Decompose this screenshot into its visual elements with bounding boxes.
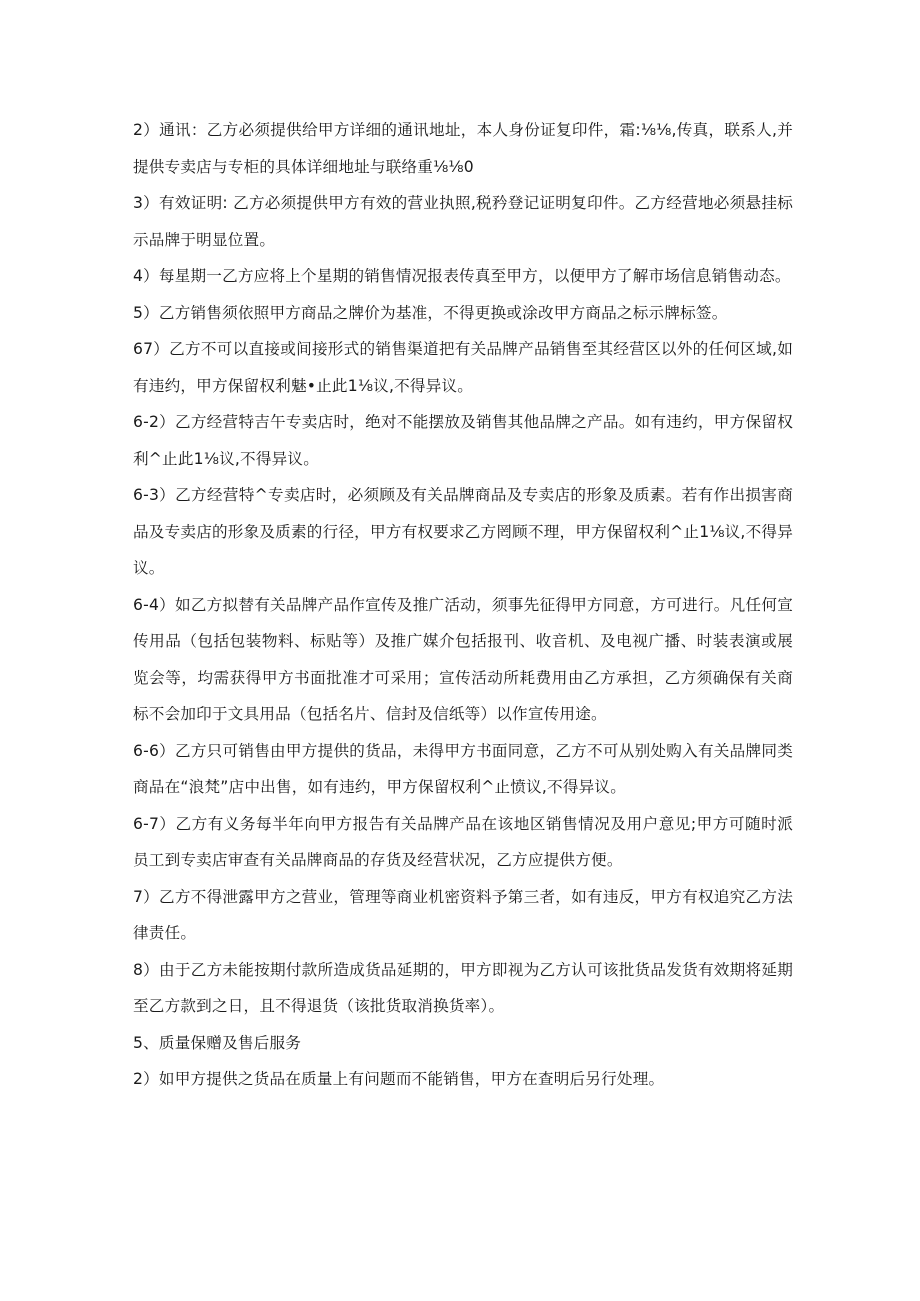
paragraph-6-3: 6-3）乙方经营特^专卖店时，必须顾及有关品牌商品及专卖店的形象及质素。若有作出损害商品及专卖店的形象及质素的行径，甲方有权要求乙方罔顾不理，甲方保留权利^止1⅛议,不得异议。 <box>133 486 793 577</box>
paragraph-6-2: 6-2）乙方经营特吉午专卖店时，绝对不能摆放及销售其他品牌之产品。如有违约，甲方保留权利^止此1⅛议,不得异议。 <box>133 413 793 468</box>
paragraph-pricing: 5）乙方销售须依照甲方商品之牌价为基准，不得更换或涂改甲方商品之标示牌标签。 <box>133 303 728 322</box>
paragraph-communication: 2）通讯：乙方必须提供给甲方详细的通讯地址，本人身份证复印件，霜:⅛⅛,传真，联系人,并提供专卖店与专柜的具体详细地址与联络重⅛⅛0 <box>133 121 793 176</box>
paragraph-payment-delay: 8）由于乙方未能按期付款所造成货品延期的，甲方即视为乙方认可该批货品发货有效期将延期至乙方款到之日，且不得退货（该批货取消换货率）。 <box>133 960 793 1015</box>
paragraph-6-4: 6-4）如乙方拟替有关品牌产品作宣传及推广活动，须事先征得甲方同意，方可进行。凡任何宣传用品（包括包装物料、标贴等）及推广媒介包括报刊、收音机、及电视广播、时装表演或展览会等，均需获得甲方书面批准才可采用；宣传活动所耗费用由乙方承担，乙方须确保有关商标不会加印于文具用品（包括名片、信封及信纸等）以作宣传用途。 <box>133 595 793 723</box>
paragraph-valid-certificate: 3）有效证明: 乙方必须提供甲方有效的营业执照,税矜登记证明复印件。乙方经营地必须悬挂标示品牌于明显位置。 <box>133 194 793 249</box>
paragraph-sales-region: 67）乙方不可以直接或间接形式的销售渠道把有关品牌产品销售至其经营区以外的任何区域,如有违约，甲方保留权利魅•止此1⅛议,不得异议。 <box>133 340 793 395</box>
section-heading-quality: 5、质量保赠及售后服务 <box>133 1033 302 1052</box>
paragraph-confidentiality: 7）乙方不得泄露甲方之营业，管理等商业机密资料予第三者，如有违反，甲方有权追究乙方法律责任。 <box>133 887 793 942</box>
paragraph-6-6: 6-6）乙方只可销售由甲方提供的货品，未得甲方书面同意，乙方不可从别处购入有关品牌同类商品在“浪梵”店中出售，如有违约，甲方保留权利^止愤议,不得异议。 <box>133 741 793 796</box>
paragraph-6-7: 6-7）乙方有义务每半年向甲方报告有关品牌产品在该地区销售情况及用户意见;甲方可随时派员工到专卖店审查有关品牌商品的存货及经营状况，乙方应提供方便。 <box>133 814 793 869</box>
paragraph-weekly-report: 4）每星期一乙方应将上个星期的销售情况报表传真至甲方，以便甲方了解市场信息销售动态。 <box>133 267 791 285</box>
paragraph-quality-issue: 2）如甲方提供之货品在质量上有问题而不能销售，甲方在查明后另行处理。 <box>133 1070 665 1088</box>
document-body <box>133 112 793 1098</box>
